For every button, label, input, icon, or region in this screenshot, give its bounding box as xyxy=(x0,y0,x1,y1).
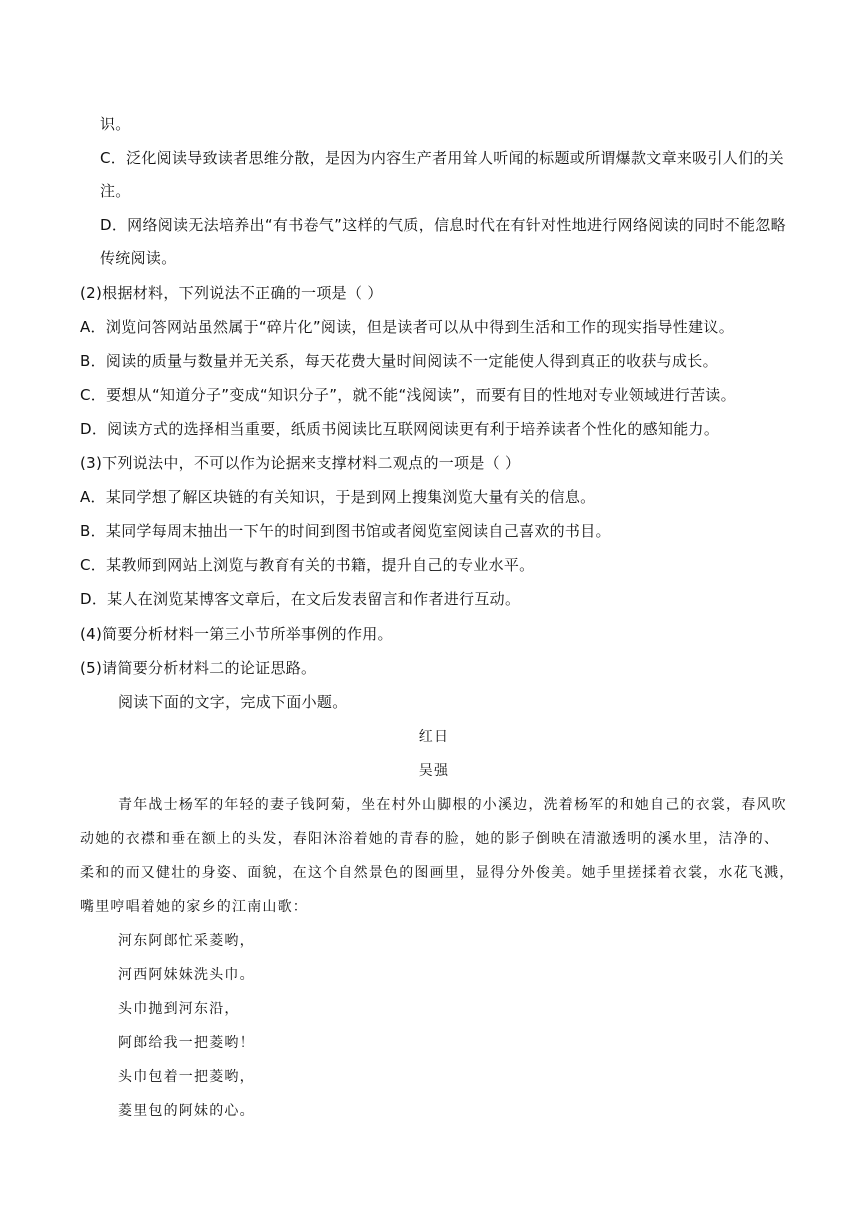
question-2-option-b: B．阅读的质量与数量并无关系，每天花费大量时间阅读不一定能使人得到真正的收获与成长。 xyxy=(80,352,718,370)
song-line: 菱里包的阿妹的心。 xyxy=(118,1103,255,1119)
story-paragraph-line: 嘴里哼唱着她的家乡的江南山歌： xyxy=(80,899,308,915)
question-2-option-c: C．要想从“知道分子”变成“知识分子”，就不能“浅阅读”，而要有目的性地对专业领域进行苦读。 xyxy=(80,386,736,404)
question-3-option-d: D．某人在浏览某博客文章后，在文后发表留言和作者进行互动。 xyxy=(80,590,521,608)
option-d-line-2: 传统阅读。 xyxy=(100,249,177,267)
option-c-line-2: 注。 xyxy=(100,182,131,200)
question-3-option-a: A．某同学想了解区块链的有关知识，于是到网上搜集浏览大量有关的信息。 xyxy=(80,488,596,506)
question-4: (4)简要分析材料一第三小节所举事例的作用。 xyxy=(80,625,393,643)
story-title: 红日 xyxy=(418,729,450,745)
question-2-option-d: D．阅读方式的选择相当重要，纸质书阅读比互联网阅读更有利于培养读者个性化的感知能力。 xyxy=(80,420,720,438)
question-3-option-c: C．某教师到网站上浏览与教育有关的书籍，提升自己的专业水平。 xyxy=(80,556,535,574)
question-3-stem: (3)下列说法中，不可以作为论据来支撑材料二观点的一项是（ ） xyxy=(80,454,521,472)
song-line: 河西阿妹妹洗头巾。 xyxy=(118,967,255,983)
song-line: 头巾抛到河东沿， xyxy=(118,1001,240,1017)
song-line: 头巾包着一把菱哟， xyxy=(118,1069,255,1085)
option-d-line-1: D．网络阅读无法培养出“有书卷气”这样的气质，信息时代在有针对性地进行网络阅读的同时不能忽略 xyxy=(100,216,786,234)
song-line: 阿郎给我一把菱哟！ xyxy=(118,1035,255,1051)
option-c-line-1: C．泛化阅读导致读者思维分散，是因为内容生产者用耸人听闻的标题或所谓爆款文章来吸引人们的关 xyxy=(100,149,784,167)
story-paragraph-line: 柔和的而又健壮的身姿、面貌，在这个自然景色的图画里，显得分外俊美。她手里搓揉着衣裳，水花飞溅， xyxy=(80,865,795,881)
story-paragraph-line: 青年战士杨军的年轻的妻子钱阿菊，坐在村外山脚根的小溪边，洗着杨军的和她自己的衣裳，春风吹 xyxy=(118,797,787,813)
question-5: (5)请简要分析材料二的论证思路。 xyxy=(80,659,317,677)
question-2-stem: (2)根据材料，下列说法不正确的一项是（ ） xyxy=(80,284,383,302)
reading-instruction: 阅读下面的文字，完成下面小题。 xyxy=(118,693,348,711)
text-line: 识。 xyxy=(100,115,131,133)
song-line: 河东阿郎忙采菱哟， xyxy=(118,933,255,949)
question-3-option-b: B．某同学每周末抽出一下午的时间到图书馆或者阅览室阅读自己喜欢的书目。 xyxy=(80,522,611,540)
story-paragraph-line: 动她的衣襟和垂在额上的头发，春阳沐浴着她的青春的脸，她的影子倒映在清澈透明的溪水里，洁净的、 xyxy=(80,831,780,847)
story-author: 吴强 xyxy=(418,763,450,779)
question-2-option-a: A．浏览问答网站虽然属于“碎片化”阅读，但是读者可以从中得到生活和工作的现实指导性建议。 xyxy=(80,318,735,336)
